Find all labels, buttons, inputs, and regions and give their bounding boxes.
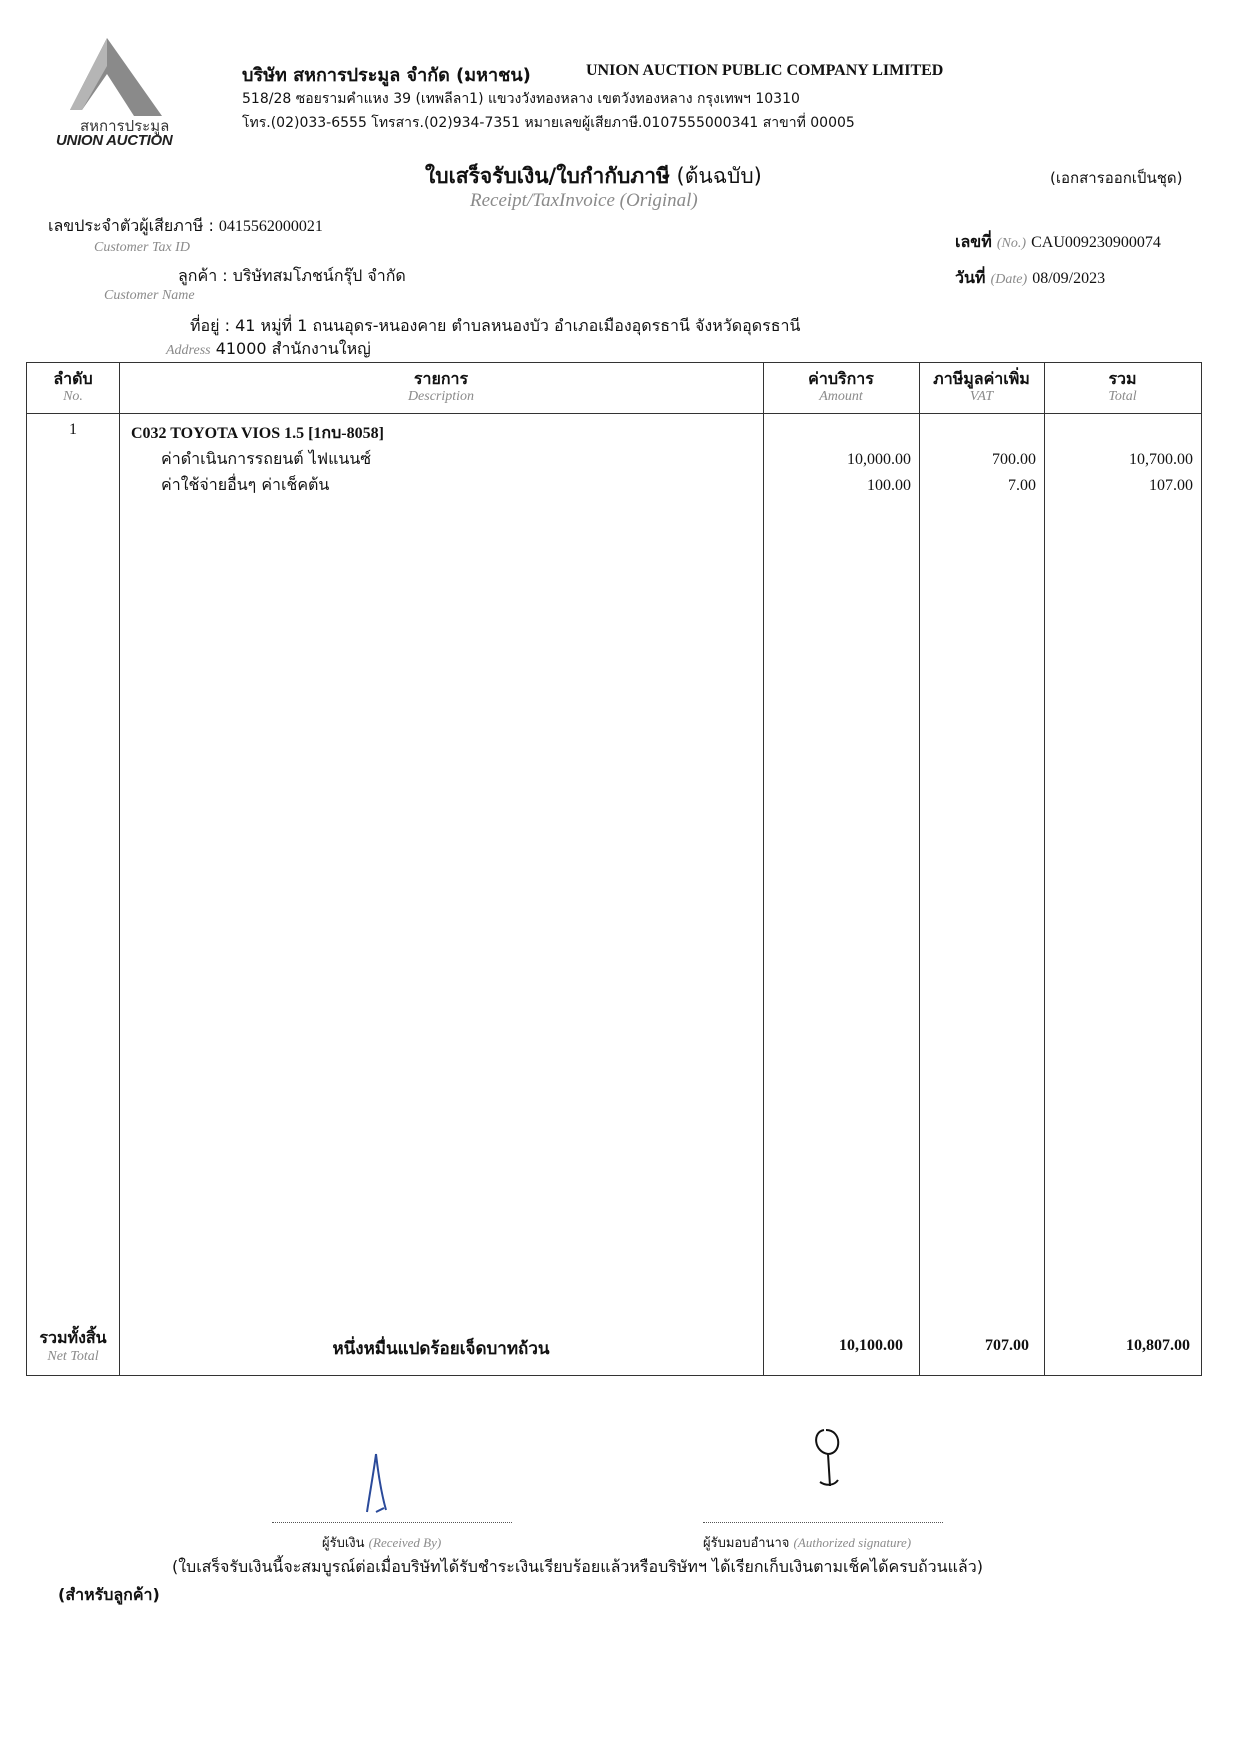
received-by-label-en: (Received By)	[368, 1535, 442, 1550]
company-name-en: UNION AUCTION PUBLIC COMPANY LIMITED	[586, 62, 944, 79]
document-number-row	[955, 230, 1161, 255]
col-divider-2	[763, 363, 764, 1375]
header-divider	[27, 413, 1201, 414]
received-signature-line	[272, 1522, 512, 1523]
tax-id-label-en: Customer Tax ID	[94, 240, 190, 255]
customer-address-label: ที่อยู่	[190, 316, 220, 335]
customer-name-label-en: Customer Name	[104, 288, 195, 303]
line-vat: 7.00	[1008, 477, 1036, 494]
document-date-value: 08/09/2023	[1032, 270, 1106, 287]
header-total-en: Total	[1108, 389, 1137, 404]
authorized-label-en: (Authorized signature)	[793, 1535, 912, 1550]
net-total-vat: 707.00	[985, 1337, 1029, 1354]
document-number-value: CAU009230900074	[1031, 234, 1161, 251]
mountain-logo-icon	[52, 38, 162, 118]
authorized-signature-line	[703, 1522, 943, 1523]
tax-id-value: 0415562000021	[218, 218, 323, 235]
col-divider-3	[919, 363, 920, 1375]
document-number-label: เลขที่	[955, 232, 992, 251]
logo-text-th: สหการประมูล	[80, 117, 170, 135]
authorized-label: ผู้รับมอบอำนาจ	[703, 1536, 790, 1551]
document-title-paren: (ต้นฉบับ)	[676, 164, 762, 188]
document-date-label: วันที่	[955, 268, 986, 287]
header-vat: ภาษีมูลค่าเพิ่ม	[933, 369, 1030, 388]
item-title: C032 TOYOTA VIOS 1.5 [1กบ-8058]	[131, 425, 384, 442]
net-total-label: รวมทั้งสิ้น	[39, 1328, 107, 1347]
document-number-label-en: (No.)	[996, 236, 1027, 251]
customer-address-line1: 41 หมู่ที่ 1 ถนนอุดร-หนองคาย ตำบลหนองบัว อำเภอเมืองอุดรธานี จังหวัดอุดรธานี	[235, 316, 801, 335]
customer-name-row: ลูกค้า : บริษัทสมโภชน์กรุ๊ป จำกัด	[178, 266, 406, 285]
company-logo	[52, 38, 182, 150]
customer-name-value: บริษัทสมโภชน์กรุ๊ป จำกัด	[232, 266, 406, 285]
col-divider-4	[1044, 363, 1045, 1375]
authorized-label-row	[703, 1532, 911, 1553]
header-total: รวม	[1108, 369, 1137, 388]
document-title	[425, 160, 762, 193]
items-table	[26, 362, 1202, 1376]
tax-id-label: เลขประจำตัวผู้เสียภาษี	[48, 216, 204, 235]
payment-note: (ใบเสร็จรับเงินนี้จะสมบูรณ์ต่อเมื่อบริษัทได้รับชำระเงินเรียบร้อยแล้วหรือบริษัทฯ ได้เรียกเก็บเงินตามเช็คได้ครบถ้วนแล้ว)	[172, 1557, 983, 1576]
header-vat-en: VAT	[969, 389, 994, 404]
received-signature-icon	[362, 1452, 392, 1518]
net-total-label-en: Net Total	[47, 1349, 99, 1364]
company-contact: โทร.(02)033-6555 โทรสาร.(02)934-7351 หมายเลขผู้เสียภาษี.0107555000341 สาขาที่ 00005	[242, 115, 855, 131]
line-total: 107.00	[1149, 477, 1193, 494]
header-description: รายการ	[413, 369, 469, 388]
company-address: 518/28 ซอยรามคำแหง 39 (เทพลีลา1) แขวงวังทองหลาง เขตวังทองหลาง กรุงเทพฯ 10310	[242, 91, 800, 107]
col-divider-1	[119, 363, 120, 1375]
net-total-total: 10,807.00	[1126, 1337, 1190, 1354]
received-by-label-row	[322, 1532, 441, 1553]
header-amount-en: Amount	[819, 389, 863, 404]
line-amount: 10,000.00	[847, 451, 911, 468]
item-no: 1	[69, 421, 77, 438]
net-total-words: หนึ่งหมื่นแปดร้อยเจ็ดบาทถ้วน	[332, 1339, 550, 1359]
customer-address-row2	[166, 337, 371, 362]
document-date-row	[955, 266, 1105, 291]
line-description: ค่าดำเนินการรถยนต์ ไฟแนนซ์	[161, 449, 372, 468]
header-no: ลำดับ	[53, 369, 93, 388]
customer-address-line2: 41000 สำนักงานใหญ่	[215, 339, 371, 358]
customer-name-label: ลูกค้า	[178, 266, 218, 285]
tax-id-row: เลขประจำตัวผู้เสียภาษี : 0415562000021	[48, 216, 323, 235]
authorized-signature-icon	[806, 1424, 852, 1496]
line-vat: 700.00	[992, 451, 1036, 468]
line-total: 10,700.00	[1129, 451, 1193, 468]
document-title-main: ใบเสร็จรับเงิน/ใบกำกับภาษี	[425, 164, 670, 188]
header-no-en: No.	[63, 389, 83, 404]
document-title-en: Receipt/TaxInvoice (Original)	[470, 190, 698, 211]
received-by-label: ผู้รับเงิน	[322, 1536, 365, 1551]
header-description-en: Description	[407, 389, 475, 404]
customer-address-label-en: Address	[166, 343, 211, 358]
header-amount: ค่าบริการ	[808, 369, 874, 388]
customer-address-row: ที่อยู่ : 41 หมู่ที่ 1 ถนนอุดร-หนองคาย ตำบลหนองบัว อำเภอเมืองอุดรธานี จังหวัดอุดรธานี	[190, 316, 801, 335]
line-amount: 100.00	[867, 477, 911, 494]
copy-for-customer: (สำหรับลูกค้า)	[58, 1585, 160, 1604]
document-date-label-en: (Date)	[990, 272, 1028, 287]
logo-text-en: UNION AUCTION	[56, 132, 173, 149]
line-description: ค่าใช้จ่ายอื่นๆ ค่าเช็คต้น	[161, 475, 330, 494]
document-set-note: (เอกสารออกเป็นชุด)	[1050, 169, 1183, 187]
company-name-th: บริษัท สหการประมูล จำกัด (มหาชน)	[242, 65, 531, 86]
net-total-amount: 10,100.00	[839, 1337, 903, 1354]
